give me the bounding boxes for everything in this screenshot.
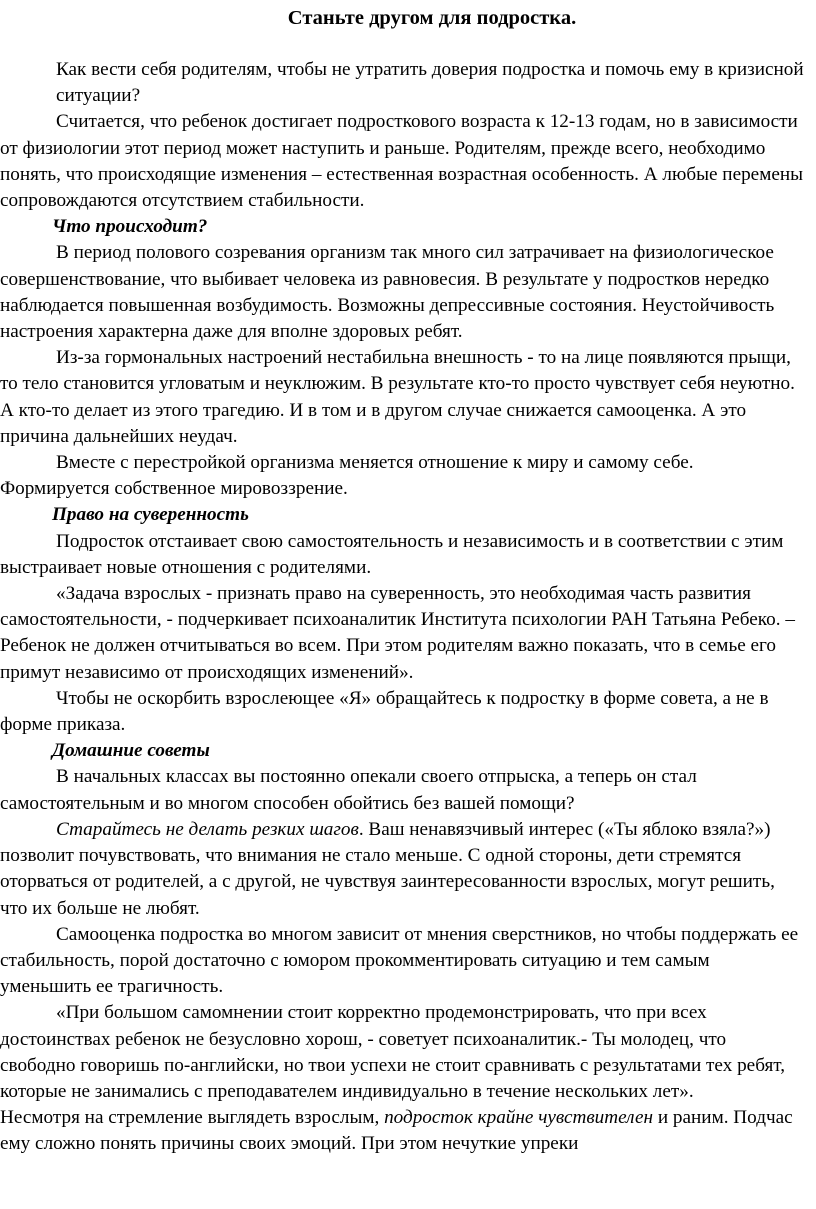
section-heading-what-happens: Что происходит? bbox=[52, 216, 208, 238]
paragraph-12-italic: подросток крайне чувствителен bbox=[384, 1107, 654, 1129]
paragraph-4: Вместе с перестройкой организма меняется отношение к миру и самому себе. Формируется собственное мировоззрение. bbox=[0, 452, 694, 500]
paragraph-6: «Задача взрослых - признать право на суверенность, это необходимая часть развития самостоятельности, - подчеркивает психоаналитик Института психологии РАН Татьяна Ребеко. – Ребенок не должен отчитываться во всем. При этом родителям важно показать, что в семье его примут независимо от происходящих изменений». bbox=[0, 583, 795, 683]
intro-question: Как вести себя родителям, чтобы не утратить доверия подростка и помочь ему в кризисной ситуации? bbox=[56, 59, 804, 107]
paragraph-11: «При большом самомнении стоит корректно продемонстрировать, что при всех достоинствах ребенок не безусловно хорош, - советует психоаналитик.- Ты молодец, что свободно говоришь по-английски, но твои успехи не стоит сравнивать с результатами тех ребят, которые не занимались с преподавателем индивидуально в течение нескольких лет». bbox=[0, 1002, 786, 1102]
paragraph-9-lead: Старайтесь не делать резких шагов bbox=[56, 818, 359, 840]
page-title: Станьте другом для подростка. bbox=[287, 7, 577, 29]
section-heading-home-tips: Домашние советы bbox=[52, 740, 210, 762]
paragraph-10: Самооценка подростка во многом зависит от мнения сверстников, но чтобы поддержать ее стабильность, порой достаточно с юмором прокомментировать ситуацию и тем самым уменьшить ее трагичность. bbox=[0, 923, 799, 998]
section-heading-sovereignty: Право на суверенность bbox=[52, 504, 249, 526]
paragraph-12-start: Несмотря на стремление выглядеть взрослым, bbox=[0, 1107, 385, 1129]
paragraph-3: Из-за гормональных настроений нестабильна внешность - то на лице появляются прыщи, то тело становится угловатым и неуклюжим. В результате кто-то просто чувствует себя неуютно. А кто-то делает из этого трагедию. И в том и в другом случае снижается самооценка. А это причина дальнейших неудач. bbox=[0, 347, 795, 447]
paragraph-8: В начальных классах вы постоянно опекали своего отпрыска, а теперь он стал самостоятельным и во многом способен обойтись без вашей помощи? bbox=[0, 766, 697, 814]
paragraph-9-rest: . Ваш ненавязчивый интерес («Ты яблоко взяла?») позволит почувствовать, что внимания не стало меньше. С одной стороны, дети стремятся оторваться от родителей, а с другой, не чувствуя заинтересованности взрослых, могут решить, что их больше не любят. bbox=[0, 818, 775, 919]
paragraph-7: Чтобы не оскорбить взрослеющее «Я» обращайтесь к подростку в форме совета, а не в форме приказа. bbox=[0, 687, 769, 736]
paragraph-1: Считается, что ребенок достигает подросткового возраста к 12-13 годам, но в зависимости от физиологии этот период может наступить и раньше. Родителям, прежде всего, необходимо понять, что происходящие изменения – естественная возрастная особенность. А любые перемены сопровождаются отсутствием стабильности. bbox=[0, 111, 804, 212]
paragraph-9 bbox=[0, 817, 804, 922]
paragraph-12 bbox=[0, 1105, 804, 1157]
paragraph-2: В период полового созревания организм так много сил затрачивает на физиологическое совершенствование, что выбивает человека из равновесия. В результате у подростков нередко наблюдается повышенная возбудимость. Возможны депрессивные состояния. Неустойчивость настроения характерна даже для вполне здоровых ребят. bbox=[0, 242, 775, 343]
paragraph-5: Подросток отстаивает свою самостоятельность и независимость и в соответствии с этим выстраивает новые отношения с родителями. bbox=[0, 530, 784, 578]
paragraph-12-rest: и раним. Подчас ему сложно понять причины своих эмоций. При этом нечуткие упреки bbox=[0, 1107, 793, 1155]
